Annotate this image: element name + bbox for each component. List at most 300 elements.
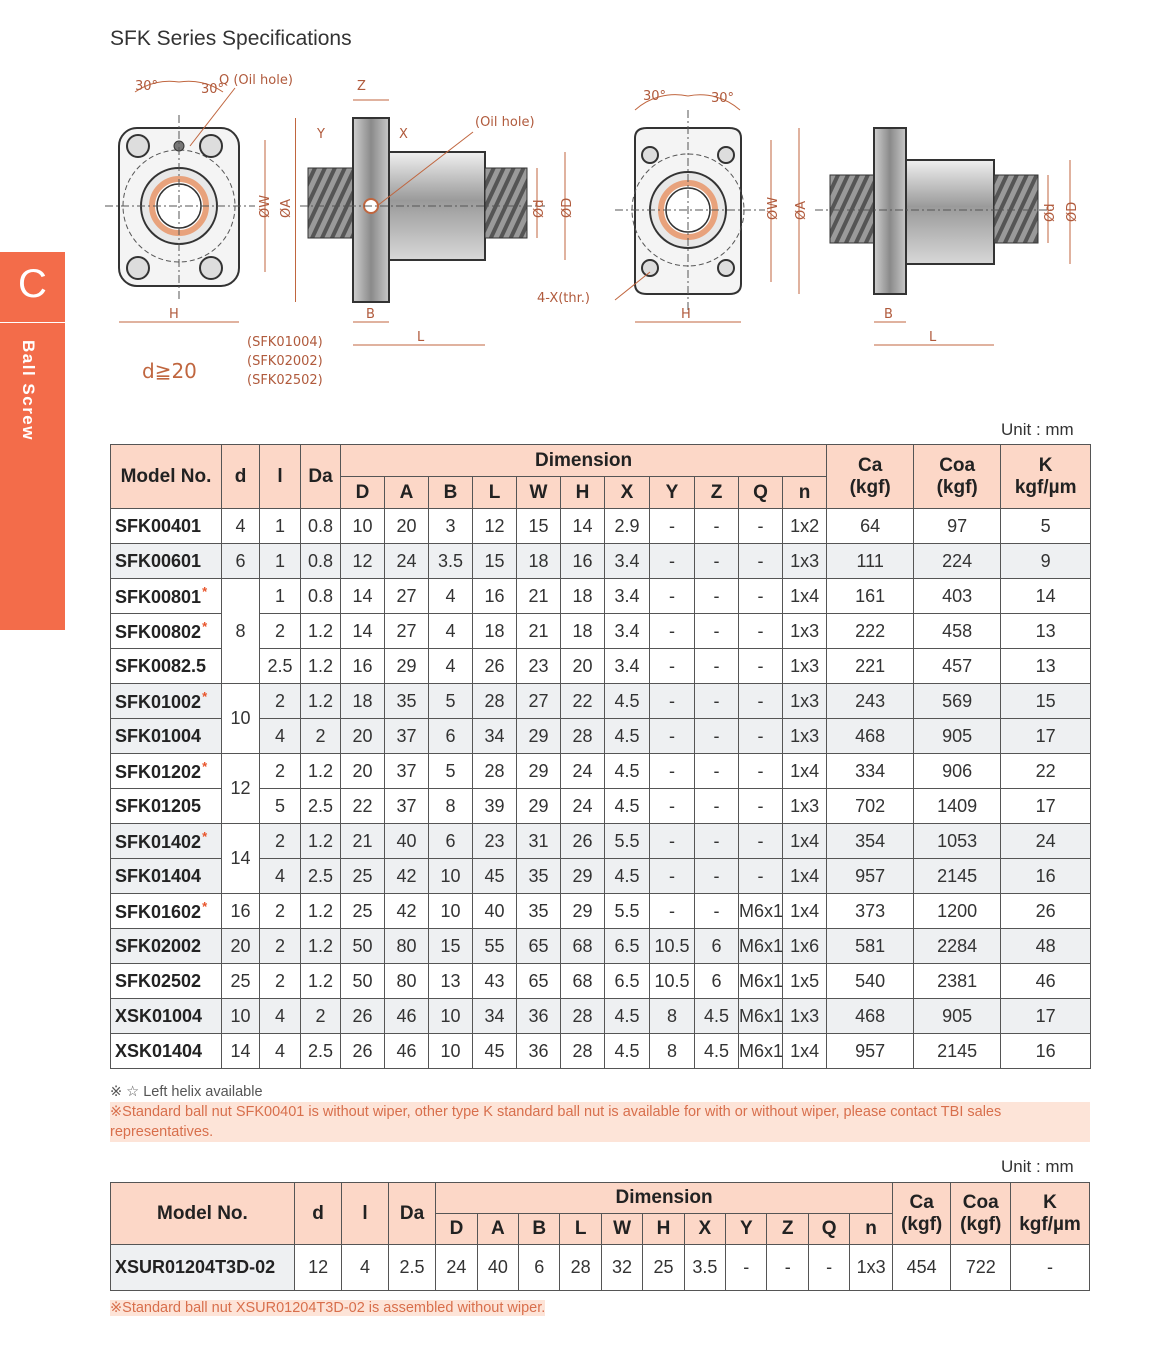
cell-dim: 46 <box>385 999 429 1034</box>
cell-coa: 458 <box>914 614 1001 649</box>
cell-ca: 468 <box>827 999 914 1034</box>
header-dim-d: D <box>341 477 385 509</box>
cell-dim: 80 <box>385 964 429 999</box>
cell-dim: 14 <box>561 509 605 544</box>
header-dim-x: X <box>605 477 650 509</box>
cell-dim: 29 <box>517 789 561 824</box>
header2-dim-q: Q <box>808 1214 849 1245</box>
cell-k: 13 <box>1001 649 1091 684</box>
cell-dim: - <box>650 684 695 719</box>
unit-label-2: Unit : mm <box>1001 1157 1074 1176</box>
cell-da: 2 <box>301 719 341 754</box>
cell-dim: 16 <box>561 544 605 579</box>
cell-dim: 26 <box>561 824 605 859</box>
cell-dim: 6 <box>695 929 739 964</box>
oil-hole-q-label: Q (Oil hole) <box>219 73 293 88</box>
cell-d: 12 <box>294 1245 341 1291</box>
cell-dim: - <box>739 754 783 789</box>
table-row <box>111 754 1091 789</box>
header2-dim-a: A <box>477 1214 518 1245</box>
cell-l: 2 <box>260 929 301 964</box>
cell-k: 26 <box>1001 894 1091 929</box>
cell-dim: 42 <box>385 894 429 929</box>
cell-dim: 5 <box>429 754 473 789</box>
left-helix-marker: * <box>202 619 208 634</box>
cell-dim: M6x1 <box>739 894 783 929</box>
cell-coa: 403 <box>914 579 1001 614</box>
angle-label-right: 30° <box>201 82 225 97</box>
cell-dim: 29 <box>561 859 605 894</box>
cell-dim: - <box>695 824 739 859</box>
cell-dim: - <box>695 509 739 544</box>
cell-dim: 32 <box>601 1245 642 1291</box>
header-dim-a: A <box>385 477 429 509</box>
cell-dim: - <box>650 544 695 579</box>
cell-ca: 454 <box>892 1245 951 1291</box>
header-dim-h: H <box>561 477 605 509</box>
cell-dim: - <box>739 859 783 894</box>
cell-da: 0.8 <box>301 579 341 614</box>
cell-dim: - <box>739 509 783 544</box>
cell-dim: 1x4 <box>783 1034 827 1069</box>
header2-coa: Coa (kgf) <box>951 1183 1011 1245</box>
cell-dim: 3.4 <box>605 649 650 684</box>
cell-dim: - <box>767 1245 808 1291</box>
dim-z-label: Z <box>357 79 366 94</box>
cell-dim: 28 <box>561 1034 605 1069</box>
cell-l: 5 <box>260 789 301 824</box>
left-helix-marker: * <box>202 829 208 844</box>
dim-h-label: H <box>169 307 179 322</box>
cell-l: 2 <box>260 684 301 719</box>
header2-d: d <box>294 1183 341 1245</box>
cell-dim: 36 <box>517 999 561 1034</box>
cell-dim: 46 <box>385 1034 429 1069</box>
cell-da: 2.5 <box>301 789 341 824</box>
cell-model: SFK00801* <box>111 579 222 614</box>
cell-dim: 68 <box>561 929 605 964</box>
cell-ca: 581 <box>827 929 914 964</box>
unit-label: Unit : mm <box>1001 420 1074 439</box>
cell-dim: - <box>808 1245 849 1291</box>
header2-dim-x: X <box>684 1214 725 1245</box>
cell-coa: 1053 <box>914 824 1001 859</box>
cell-k: 14 <box>1001 579 1091 614</box>
d-condition-label: d≧20 <box>142 359 197 383</box>
header-model: Model No. <box>111 445 222 509</box>
header2-dim-w: W <box>601 1214 642 1245</box>
cell-dim: 80 <box>385 929 429 964</box>
cell-dim: 1x3 <box>783 684 827 719</box>
cell-dim: 8 <box>650 999 695 1034</box>
cell-dim: 36 <box>517 1034 561 1069</box>
cell-dim: 15 <box>473 544 517 579</box>
header-ca: Ca (kgf) <box>827 445 914 509</box>
cell-k: 15 <box>1001 684 1091 719</box>
cell-dim: 26 <box>341 999 385 1034</box>
header-da: Da <box>301 445 341 509</box>
cell-dim: 29 <box>517 754 561 789</box>
cell-dim: 28 <box>561 719 605 754</box>
cell-da: 2.5 <box>388 1245 435 1291</box>
cell-dim: 20 <box>561 649 605 684</box>
cell-model: SFK01004 <box>111 719 222 754</box>
dim-d-large-label: ØD <box>560 197 575 218</box>
cell-dim: 24 <box>561 754 605 789</box>
cell-dim: 4.5 <box>605 1034 650 1069</box>
cell-d: 25 <box>222 964 260 999</box>
dim-l-label-2: L <box>929 330 937 345</box>
cell-dim: 4.5 <box>695 999 739 1034</box>
cell-model: SFK02502 <box>111 964 222 999</box>
header-l: l <box>260 445 301 509</box>
cell-ca: 222 <box>827 614 914 649</box>
left-helix-marker: * <box>202 689 208 704</box>
cell-l: 2 <box>260 614 301 649</box>
cell-dim: 34 <box>473 999 517 1034</box>
header2-l: l <box>342 1183 388 1245</box>
cell-dim: 8 <box>429 789 473 824</box>
left-helix-marker: * <box>202 584 208 599</box>
front-view-left <box>105 73 293 322</box>
table-row <box>111 544 1091 579</box>
cell-dim: 65 <box>517 964 561 999</box>
header-dim-b: B <box>429 477 473 509</box>
cell-dim: - <box>650 579 695 614</box>
cell-dim: 18 <box>341 684 385 719</box>
cell-d: 8 <box>222 579 260 684</box>
note-wiper-xsur: ※Standard ball nut XSUR01204T3D-02 is assembled without wiper. <box>110 1300 546 1316</box>
cell-model: SFK0082.5 <box>111 649 222 684</box>
header2-dim-b: B <box>519 1214 560 1245</box>
table-row <box>111 929 1091 964</box>
cell-dim: - <box>695 614 739 649</box>
cell-dim: 15 <box>429 929 473 964</box>
cell-dim: 27 <box>385 579 429 614</box>
dim-a-label: ØA <box>279 198 294 218</box>
cell-dim: 23 <box>473 824 517 859</box>
cell-dim: 3.4 <box>605 579 650 614</box>
cell-model: SFK00401 <box>111 509 222 544</box>
cell-model: XSUR01204T3D-02 <box>111 1245 295 1291</box>
cell-k: 17 <box>1001 789 1091 824</box>
cell-da: 0.8 <box>301 509 341 544</box>
cell-dim: 18 <box>561 579 605 614</box>
cell-dim: 40 <box>477 1245 518 1291</box>
cell-dim: - <box>739 719 783 754</box>
cell-dim: 20 <box>341 719 385 754</box>
dim-d-small-label: Ød <box>532 199 547 218</box>
cell-dim: 25 <box>341 859 385 894</box>
cell-l: 1 <box>260 579 301 614</box>
cell-model: XSK01004 <box>111 999 222 1034</box>
cell-dim: 6.5 <box>605 964 650 999</box>
cell-dim: 10 <box>429 894 473 929</box>
cell-dim: 4.5 <box>695 1034 739 1069</box>
table-row <box>111 1245 1090 1291</box>
cell-k: 48 <box>1001 929 1091 964</box>
angle-label-left: 30° <box>135 79 159 94</box>
cell-dim: 26 <box>473 649 517 684</box>
models-note-1: (SFK01004) <box>247 335 323 350</box>
cell-dim: 12 <box>341 544 385 579</box>
cell-l: 4 <box>342 1245 388 1291</box>
table-row <box>111 999 1091 1034</box>
cell-da: 1.2 <box>301 824 341 859</box>
cell-dim: 1x6 <box>783 929 827 964</box>
cell-dim: 10 <box>429 1034 473 1069</box>
left-helix-marker: * <box>202 899 208 914</box>
cell-coa: 224 <box>914 544 1001 579</box>
cell-dim: 14 <box>341 614 385 649</box>
cell-da: 1.2 <box>301 964 341 999</box>
cell-ca: 64 <box>827 509 914 544</box>
cell-dim: 1x4 <box>783 894 827 929</box>
cell-coa: 97 <box>914 509 1001 544</box>
cell-dim: 39 <box>473 789 517 824</box>
cell-coa: 457 <box>914 649 1001 684</box>
oil-hole-label: (Oil hole) <box>475 115 535 130</box>
cell-dim: - <box>650 824 695 859</box>
cell-dim: 6 <box>429 719 473 754</box>
cell-dim: 55 <box>473 929 517 964</box>
cell-l: 1 <box>260 509 301 544</box>
cell-dim: 10 <box>429 859 473 894</box>
header-dim-q: Q <box>739 477 783 509</box>
cell-dim: - <box>695 579 739 614</box>
cell-dim: M6x1 <box>739 964 783 999</box>
dim-d-large-label-2: ØD <box>1065 201 1080 222</box>
cell-dim: 6 <box>519 1245 560 1291</box>
cell-dim: 4 <box>429 579 473 614</box>
header2-da: Da <box>388 1183 435 1245</box>
header-d: d <box>222 445 260 509</box>
cell-dim: - <box>650 509 695 544</box>
cell-model: XSK01404 <box>111 1034 222 1069</box>
cell-dim: 1x5 <box>783 964 827 999</box>
cell-dim: M6x1 <box>739 999 783 1034</box>
cell-dim: 35 <box>517 894 561 929</box>
cell-l: 2.5 <box>260 649 301 684</box>
side-view-right <box>794 128 1080 345</box>
cell-coa: 1200 <box>914 894 1001 929</box>
cell-dim: 35 <box>517 859 561 894</box>
cell-ca: 111 <box>827 544 914 579</box>
cell-dim: 25 <box>341 894 385 929</box>
cell-dim: 8 <box>650 1034 695 1069</box>
cell-dim: - <box>695 719 739 754</box>
cell-model: SFK01402* <box>111 824 222 859</box>
cell-dim: - <box>739 614 783 649</box>
cell-dim: 1x3 <box>783 719 827 754</box>
cell-model: SFK01002* <box>111 684 222 719</box>
cell-dim: 27 <box>517 684 561 719</box>
cell-dim: 4.5 <box>605 859 650 894</box>
table-row <box>111 824 1091 859</box>
dim-h-label-2: H <box>681 307 691 322</box>
cell-d: 10 <box>222 684 260 754</box>
cell-dim: 3.4 <box>605 614 650 649</box>
cell-dim: 18 <box>517 544 561 579</box>
cell-dim: 6 <box>429 824 473 859</box>
cell-dim: - <box>739 649 783 684</box>
left-helix-marker: * <box>202 759 208 774</box>
cell-k: 17 <box>1001 999 1091 1034</box>
spec-table-sfk <box>110 444 1091 1069</box>
cell-dim: - <box>739 824 783 859</box>
cell-dim: - <box>650 789 695 824</box>
cell-dim: 31 <box>517 824 561 859</box>
dim-b-label: B <box>366 307 375 322</box>
cell-d: 6 <box>222 544 260 579</box>
table-row <box>111 579 1091 614</box>
cell-k: 16 <box>1001 1034 1091 1069</box>
cell-coa: 2284 <box>914 929 1001 964</box>
dim-y-label: Y <box>317 127 325 142</box>
cell-dim: 2.9 <box>605 509 650 544</box>
cell-dim: 28 <box>561 999 605 1034</box>
cell-dim: 1x4 <box>783 579 827 614</box>
cell-ca: 243 <box>827 684 914 719</box>
cell-dim: 28 <box>473 684 517 719</box>
side-tab-letter: C <box>18 262 47 306</box>
cell-dim: - <box>650 719 695 754</box>
cell-da: 1.2 <box>301 649 341 684</box>
cell-d: 10 <box>222 999 260 1034</box>
cell-dim: 14 <box>341 579 385 614</box>
thread-holes-label: 4-X(thr.) <box>537 291 590 306</box>
cell-l: 2 <box>260 964 301 999</box>
header2-dim-y: Y <box>726 1214 767 1245</box>
cell-dim: 37 <box>385 789 429 824</box>
cell-da: 0.8 <box>301 544 341 579</box>
table-row <box>111 684 1091 719</box>
header-dim-n: n <box>783 477 827 509</box>
cell-coa: 906 <box>914 754 1001 789</box>
cell-d: 14 <box>222 1034 260 1069</box>
cell-k: 16 <box>1001 859 1091 894</box>
cell-l: 2 <box>260 894 301 929</box>
cell-dim: 1x3 <box>783 999 827 1034</box>
cell-dim: 45 <box>473 1034 517 1069</box>
cell-dim: 22 <box>561 684 605 719</box>
cell-coa: 905 <box>914 719 1001 754</box>
cell-dim: 4.5 <box>605 999 650 1034</box>
header2-dim-n: n <box>850 1214 893 1245</box>
cell-dim: - <box>650 614 695 649</box>
cell-dim: 16 <box>473 579 517 614</box>
header2-dim-d: D <box>436 1214 477 1245</box>
cell-dim: 13 <box>429 964 473 999</box>
cell-dim: - <box>650 859 695 894</box>
cell-ca: 373 <box>827 894 914 929</box>
cell-dim: 37 <box>385 719 429 754</box>
header2-model: Model No. <box>111 1183 295 1245</box>
cell-dim: 5 <box>429 684 473 719</box>
table-row <box>111 1034 1091 1069</box>
cell-dim: 12 <box>473 509 517 544</box>
cell-dim: 29 <box>517 719 561 754</box>
cell-dim: 3.5 <box>429 544 473 579</box>
cell-coa: 722 <box>951 1245 1011 1291</box>
cell-dim: - <box>695 859 739 894</box>
cell-dim: - <box>695 544 739 579</box>
technical-drawing <box>95 60 1105 400</box>
cell-dim: 5.5 <box>605 824 650 859</box>
cell-dim: 4 <box>429 649 473 684</box>
cell-dim: 20 <box>341 754 385 789</box>
cell-dim: 68 <box>561 964 605 999</box>
cell-dim: 20 <box>385 509 429 544</box>
header-dim-z: Z <box>695 477 739 509</box>
spec-table-xsur <box>110 1182 1090 1291</box>
cell-dim: 24 <box>561 789 605 824</box>
cell-dim: 3.5 <box>684 1245 725 1291</box>
cell-l: 2 <box>260 824 301 859</box>
dim-w-label: ØW <box>258 194 273 218</box>
cell-da: 1.2 <box>301 894 341 929</box>
cell-l: 1 <box>260 544 301 579</box>
cell-dim: 1x3 <box>783 544 827 579</box>
header2-dim-l: L <box>560 1214 601 1245</box>
cell-l: 4 <box>260 859 301 894</box>
cell-coa: 2145 <box>914 1034 1001 1069</box>
cell-dim: - <box>695 754 739 789</box>
models-note-2: (SFK02002) <box>247 354 323 369</box>
cell-dim: - <box>726 1245 767 1291</box>
cell-dim: 1x4 <box>783 754 827 789</box>
cell-da: 2 <box>301 999 341 1034</box>
cell-d: 14 <box>222 824 260 894</box>
cell-d: 12 <box>222 754 260 824</box>
cell-k: 46 <box>1001 964 1091 999</box>
cell-dim: 10 <box>341 509 385 544</box>
header2-dimension: Dimension <box>436 1183 893 1214</box>
cell-dim: - <box>650 649 695 684</box>
cell-dim: 21 <box>517 614 561 649</box>
cell-coa: 569 <box>914 684 1001 719</box>
cell-dim: 50 <box>341 964 385 999</box>
cell-k: 17 <box>1001 719 1091 754</box>
cell-dim: - <box>739 684 783 719</box>
cell-l: 2 <box>260 754 301 789</box>
table-row <box>111 509 1091 544</box>
cell-dim: 26 <box>341 1034 385 1069</box>
header-dim-w: W <box>517 477 561 509</box>
cell-ca: 468 <box>827 719 914 754</box>
cell-dim: 10 <box>429 999 473 1034</box>
cell-dim: 1x4 <box>783 824 827 859</box>
cell-dim: M6x1 <box>739 929 783 964</box>
cell-model: SFK01602* <box>111 894 222 929</box>
cell-k: 9 <box>1001 544 1091 579</box>
dim-l-label: L <box>417 330 425 345</box>
cell-ca: 334 <box>827 754 914 789</box>
cell-dim: - <box>695 894 739 929</box>
cell-model: SFK02002 <box>111 929 222 964</box>
cell-coa: 2145 <box>914 859 1001 894</box>
cell-dim: 4.5 <box>605 719 650 754</box>
cell-k: 13 <box>1001 614 1091 649</box>
header2-dim-z: Z <box>767 1214 808 1245</box>
cell-model: SFK01202* <box>111 754 222 789</box>
cell-l: 4 <box>260 1034 301 1069</box>
cell-ca: 354 <box>827 824 914 859</box>
cell-dim: 42 <box>385 859 429 894</box>
cell-dim: - <box>650 754 695 789</box>
cell-ca: 221 <box>827 649 914 684</box>
models-note-3: (SFK02502) <box>247 373 323 388</box>
